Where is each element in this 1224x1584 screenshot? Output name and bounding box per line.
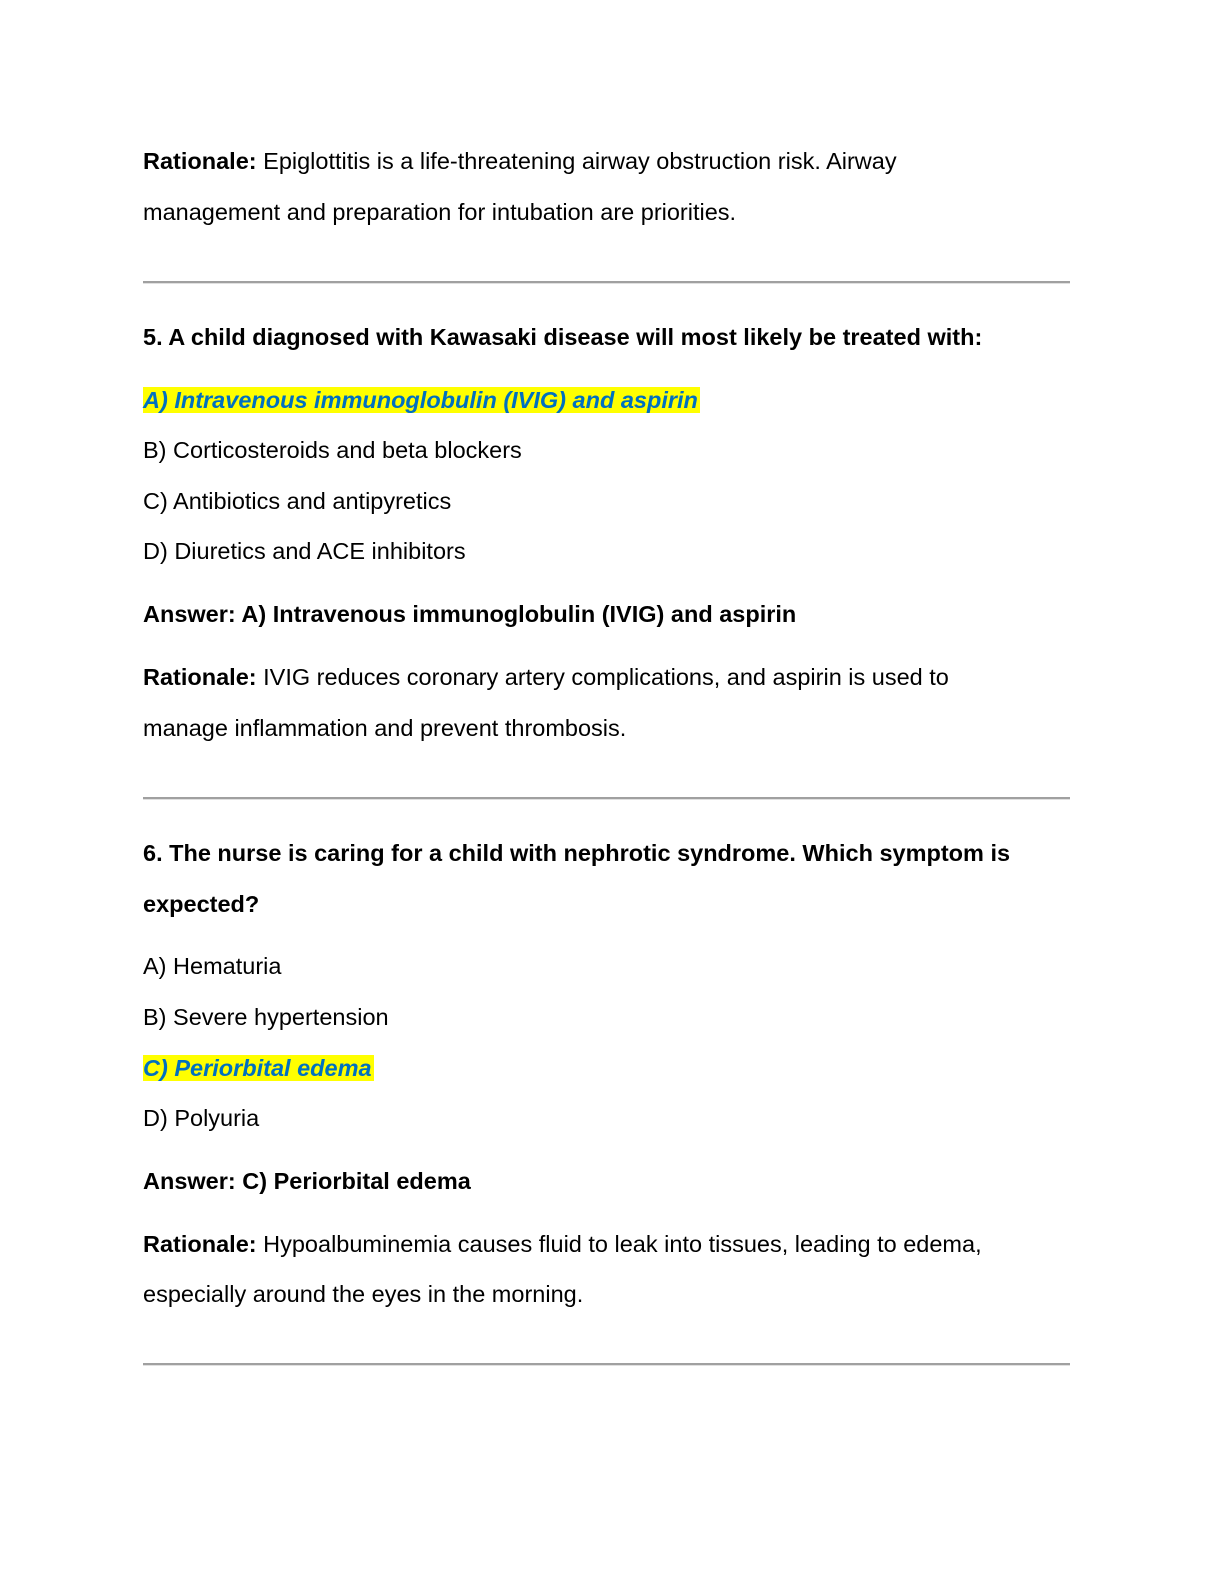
section-divider xyxy=(143,797,1070,800)
rationale-text: IVIG reduces coronary artery complications, and aspirin is used to xyxy=(256,664,949,690)
top-rationale-line-2: management and preparation for intubation are priorities. xyxy=(143,199,737,225)
q5-option-b: B) Corticosteroids and beta blockers xyxy=(143,437,522,463)
q6-option-c xyxy=(143,1053,374,1083)
rationale-text: Hypoalbuminemia causes fluid to leak into tissues, leading to edema, xyxy=(256,1231,982,1257)
q5-rationale-line-2: manage inflammation and prevent thrombosis. xyxy=(143,715,627,741)
rationale-label: Rationale: xyxy=(143,664,257,690)
rationale-label: Rationale: xyxy=(143,1231,257,1257)
q5-option-c: C) Antibiotics and antipyretics xyxy=(143,488,452,514)
q5-option-d: D) Diuretics and ACE inhibitors xyxy=(143,538,466,564)
rationale-text: Epiglottitis is a life-threatening airway obstruction risk. Airway xyxy=(256,148,897,174)
q5-rationale-line-1 xyxy=(143,662,949,692)
rationale-label: Rationale: xyxy=(143,148,257,174)
question-6-line-1: 6. The nurse is caring for a child with nephrotic syndrome. Which symptom is xyxy=(143,840,1011,866)
section-divider xyxy=(143,281,1070,284)
q6-rationale-line-2: especially around the eyes in the morning. xyxy=(143,1281,584,1307)
top-rationale-line-1 xyxy=(143,146,897,176)
question-5: 5. A child diagnosed with Kawasaki disease will most likely be treated with: xyxy=(143,324,983,350)
q6-option-b: B) Severe hypertension xyxy=(143,1004,389,1030)
q6-rationale-line-1 xyxy=(143,1229,982,1259)
highlighted-correct-option: A) Intravenous immunoglobulin (IVIG) and aspirin xyxy=(143,387,698,413)
highlighted-correct-option: C) Periorbital edema xyxy=(143,1055,372,1081)
question-6-line-2: expected? xyxy=(143,891,260,917)
q6-option-d: D) Polyuria xyxy=(143,1105,260,1131)
section-divider xyxy=(143,1363,1070,1366)
q6-answer: Answer: C) Periorbital edema xyxy=(143,1168,471,1194)
q5-option-a xyxy=(143,385,700,415)
q6-option-a: A) Hematuria xyxy=(143,953,282,979)
q5-answer: Answer: A) Intravenous immunoglobulin (IVIG) and aspirin xyxy=(143,601,797,627)
